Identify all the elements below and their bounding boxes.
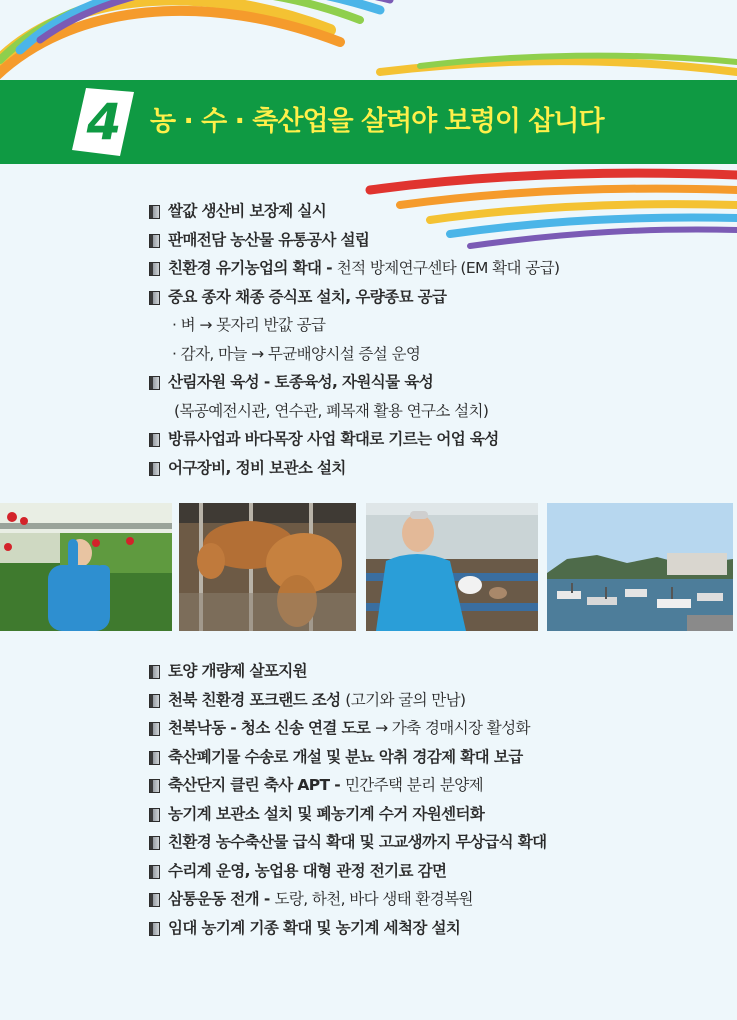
item-strong-text: 삼통운동 전개 - xyxy=(168,890,275,908)
square-bullet-icon xyxy=(149,291,160,305)
square-bullet-icon xyxy=(149,433,160,447)
list-item xyxy=(148,714,708,743)
item-strong-text: 천북 친환경 포크랜드 조성 xyxy=(168,690,346,709)
square-bullet-icon xyxy=(149,722,160,736)
list-item xyxy=(148,283,708,312)
item-strong-text: 수리계 운영, 농업용 대형 관정 전기료 감면 xyxy=(168,861,447,880)
section-title: 농 · 수 · 축산업을 살려야 보령이 삽니다 xyxy=(150,106,604,137)
photo-fishing-harbour xyxy=(547,503,733,631)
item-strong-text: 쌀값 생산비 보장제 실시 xyxy=(168,202,327,220)
item-strong-text: 친환경 농수축산물 급식 확대 및 고교생까지 무상급식 확대 xyxy=(168,833,547,851)
note-text: (목공예전시관, 연수관, 폐목재 활용 연구소 설치) xyxy=(174,401,489,420)
section-number: 4 xyxy=(86,93,120,151)
list-item xyxy=(148,800,708,829)
list-item xyxy=(148,771,708,800)
list-item xyxy=(148,828,708,857)
item-plain-text: 도랑, 하천, 바다 생태 환경복원 xyxy=(274,890,473,908)
square-bullet-icon xyxy=(149,262,160,276)
item-strong-text: 산림자원 육성 - 토종육성, 자원식물 육성 xyxy=(168,373,434,391)
list-item xyxy=(148,885,708,914)
square-bullet-icon xyxy=(149,865,160,879)
item-strong-text: 토양 개량제 살포지원 xyxy=(168,662,307,680)
list-subitem xyxy=(148,311,708,340)
square-bullet-icon xyxy=(149,234,160,248)
square-bullet-icon xyxy=(149,808,160,822)
item-plain-text: 천적 방제연구센타 (EM 확대 공급) xyxy=(336,259,560,277)
item-plain-text: → 가축 경매시장 활성화 xyxy=(375,719,530,737)
square-bullet-icon xyxy=(149,462,160,476)
square-bullet-icon xyxy=(149,836,160,850)
item-strong-text: 농기계 보관소 설치 및 폐농기계 수거 자원센터화 xyxy=(168,804,485,823)
square-bullet-icon xyxy=(149,694,160,708)
item-strong-text: 축산단지 클린 축사 APT - xyxy=(168,776,345,794)
square-bullet-icon xyxy=(149,893,160,907)
subitem-text: · 감자, 마늘 → 무균배양시설 증설 운영 xyxy=(172,344,421,363)
list-item xyxy=(148,368,708,397)
photo-strawberry-greenhouse xyxy=(0,503,172,631)
square-bullet-icon xyxy=(149,922,160,936)
policy-list-top xyxy=(148,197,708,482)
item-plain-text: (고기와 굴의 만남) xyxy=(345,690,466,709)
square-bullet-icon xyxy=(149,376,160,390)
item-plain-text: 민간주택 분리 분양제 xyxy=(344,776,483,794)
list-item xyxy=(148,254,708,283)
list-item xyxy=(148,226,708,255)
item-strong-text: 중요 종자 채종 증식포 설치, 우량종묘 공급 xyxy=(168,287,447,306)
square-bullet-icon xyxy=(149,751,160,765)
list-subitem xyxy=(148,340,708,369)
list-note xyxy=(148,397,708,426)
square-bullet-icon xyxy=(149,665,160,679)
square-bullet-icon xyxy=(149,779,160,793)
list-item xyxy=(148,454,708,483)
photo-cattle-barn xyxy=(179,503,356,631)
policy-list-bottom xyxy=(148,657,708,942)
list-item xyxy=(148,425,708,454)
photo-strip xyxy=(0,503,737,631)
square-bullet-icon xyxy=(149,205,160,219)
subitem-text: · 벼 → 못자리 반값 공급 xyxy=(172,316,326,334)
item-strong-text: 어구장비, 정비 보관소 설치 xyxy=(168,458,346,477)
list-item xyxy=(148,914,708,943)
list-item xyxy=(148,857,708,886)
list-item xyxy=(148,197,708,226)
list-item xyxy=(148,743,708,772)
item-strong-text: 친환경 유기농업의 확대 - xyxy=(168,259,337,277)
list-item xyxy=(148,686,708,715)
item-strong-text: 축산폐기물 수송로 개설 및 분뇨 악취 경감제 확대 보급 xyxy=(168,747,523,766)
item-strong-text: 방류사업과 바다목장 사업 확대로 기르는 어업 육성 xyxy=(168,430,499,448)
item-strong-text: 임대 농기계 기종 확대 및 농기계 세척장 설치 xyxy=(168,918,461,937)
list-item xyxy=(148,657,708,686)
photo-mushroom-farm xyxy=(366,503,538,631)
item-strong-text: 천북낙동 - 청소 신송 연결 도로 xyxy=(168,719,376,737)
item-strong-text: 판매전담 농산물 유통공사 설립 xyxy=(168,230,370,249)
